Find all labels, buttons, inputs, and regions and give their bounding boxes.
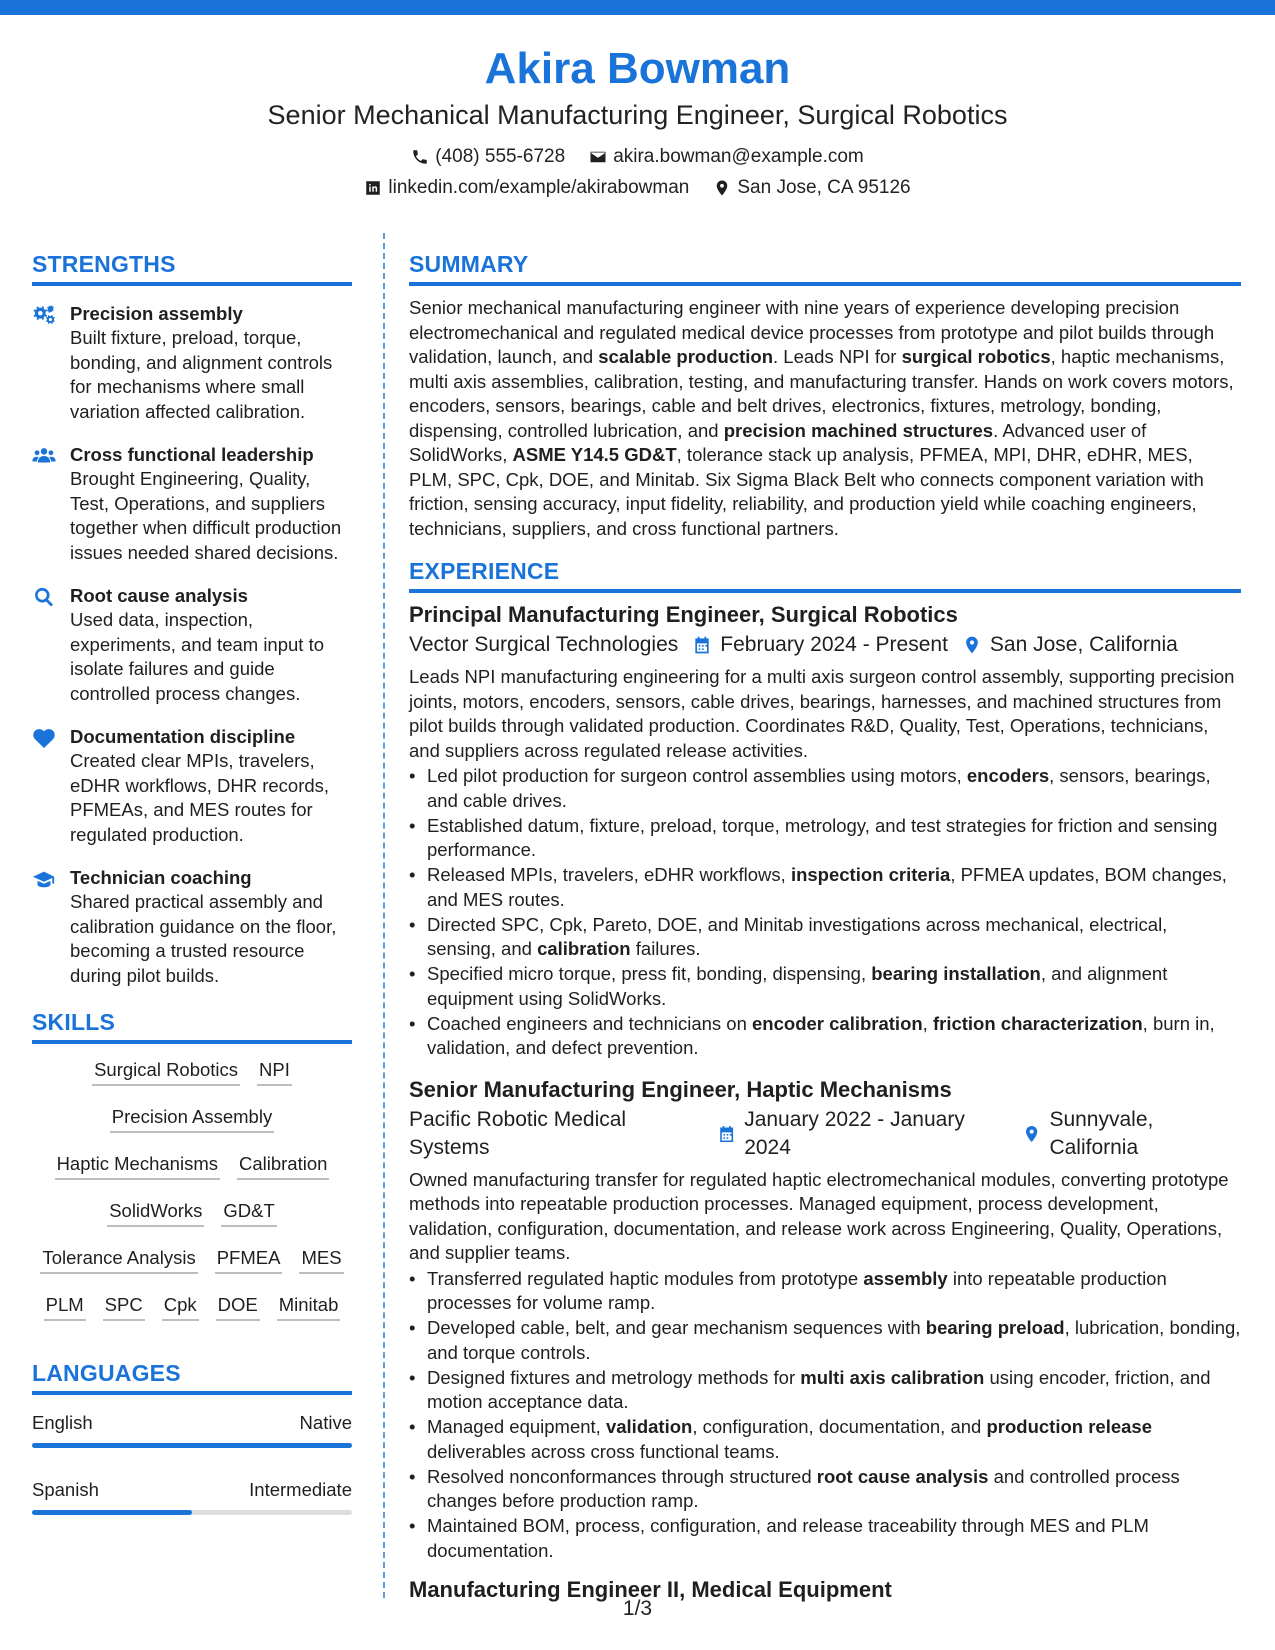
- text-run: , tolerance stack up analysis, PFMEA, MPI, DHR, eDHR, MES, PLM, SPC, Cpk, DOE, and Minitab. Six Sigma Black Belt who connects component variation with friction, sensing accuracy, input fidelity, reliability, and production yield while coaching engineers, technicians, suppliers, and cross functional partners.: [409, 444, 1204, 539]
- text-run: Developed cable, belt, and gear mechanism sequences with: [427, 1317, 926, 1338]
- job-location: Sunnyvale, California: [1049, 1107, 1154, 1159]
- language-level: Intermediate: [249, 1479, 352, 1500]
- text-run: , haptic mechanisms, multi axis assemblies, calibration, testing, and manufacturing transfer. Hands on work covers motors, encoders, sensors, bearings, cable and belt drives, electronics, fixtures, metrology, bonding, dispensing, controlled lubrication, and: [409, 346, 1234, 441]
- strength-desc: Used data, inspection, experiments, and team input to isolate failures and guide controlled process changes.: [70, 609, 325, 704]
- location-contact: [713, 176, 910, 200]
- language-bar: [32, 1510, 352, 1515]
- phone-contact[interactable]: [411, 145, 565, 169]
- text-run: into repeatable production processes for volume ramp.: [427, 1267, 1167, 1313]
- next-job-title: Manufacturing Engineer II, Medical Equipment: [409, 1577, 892, 1602]
- bold-phrase: encoder calibration: [752, 1012, 923, 1034]
- strength-title: Precision assembly: [70, 303, 243, 324]
- strengths-list: [32, 302, 352, 988]
- email-text: akira.bowman@example.com: [613, 146, 864, 167]
- contact-row-1: [0, 145, 1275, 169]
- job-description: Owned manufacturing transfer for regulated haptic electromechanical modules, converting prototype methods into repeatable production processes. Managed equipment, process development, validation, configuration, documentation, and release work across Engineering, Quality, Operations, and supplier teams.: [409, 1168, 1229, 1263]
- page-number: 1/3: [622, 1597, 653, 1620]
- language-name: Spanish: [32, 1479, 99, 1500]
- job-meta: [409, 1106, 1241, 1162]
- text-run: deliverables across cross functional teams.: [427, 1440, 780, 1462]
- language-bar: [32, 1443, 352, 1448]
- job-title: Senior Manufacturing Engineer, Haptic Mechanisms: [409, 1076, 952, 1102]
- bold-phrase: precision machined structures: [723, 419, 994, 441]
- strength-title: Root cause analysis: [70, 585, 248, 606]
- bullet-item: [409, 1465, 1241, 1514]
- strengths-heading: STRENGTHS: [32, 250, 352, 286]
- candidate-name: Akira Bowman: [484, 44, 791, 93]
- text-run: Senior mechanical manufacturing engineer with nine years of experience developing precision electromechanical and regulated medical device processes from prototype and pilot builds through validation, launch, and: [409, 297, 1215, 367]
- bold-phrase: bearing installation: [871, 963, 1041, 984]
- strength-desc: Shared practical assembly and calibration guidance on the floor, becoming a trusted resource during pilot builds.: [70, 891, 337, 986]
- skills-list: [32, 1058, 352, 1321]
- languages-list: [32, 1411, 352, 1515]
- skill-tag: GD&T: [221, 1199, 276, 1227]
- job-dates: January 2022 - January 2024: [744, 1107, 965, 1159]
- skill-row: [32, 1105, 352, 1133]
- text-run: Directed SPC, Cpk, Pareto, DOE, and Minitab investigations across mechanical, electrical, sensing, and: [427, 913, 1168, 959]
- bullet-item: [409, 1267, 1241, 1316]
- bold-phrase: ASME Y14.5 GD&T: [512, 444, 677, 465]
- skill-row: [32, 1152, 352, 1180]
- bullet-item: [409, 1366, 1241, 1415]
- bullet-item: [409, 913, 1241, 962]
- resume-header: [0, 40, 1275, 200]
- phone-icon: [411, 148, 429, 166]
- job-company: Pacific Robotic Medical Systems: [409, 1107, 627, 1159]
- skill-tag: Cpk: [162, 1293, 199, 1321]
- language-item: [32, 1411, 352, 1448]
- job-entry: [409, 1076, 1241, 1564]
- email-contact[interactable]: [589, 145, 864, 169]
- text-run: Resolved nonconformances through structured: [427, 1465, 817, 1487]
- experience-heading: EXPERIENCE: [409, 557, 1241, 593]
- text-run: and controlled process changes before production ramp.: [427, 1465, 1180, 1511]
- skill-tag: DOE: [216, 1293, 260, 1321]
- skill-tag: SPC: [103, 1293, 145, 1321]
- map-pin-icon: [713, 179, 731, 197]
- location-text: San Jose, CA 95126: [737, 177, 911, 198]
- strength-desc: Brought Engineering, Quality, Test, Operations, and suppliers together when difficult production issues needed shared decisions.: [70, 468, 342, 563]
- bullet-item: [409, 863, 1241, 912]
- text-run: Led pilot production for surgeon control assemblies using motors,: [427, 765, 967, 786]
- job-meta: [409, 631, 1241, 659]
- bold-phrase: calibration: [537, 938, 631, 959]
- job-location: San Jose, California: [989, 633, 1178, 656]
- gears-icon: [32, 304, 56, 326]
- language-bar-fill: [32, 1443, 352, 1448]
- phone-text: (408) 555-6728: [435, 146, 566, 167]
- envelope-icon: [589, 148, 607, 166]
- bold-phrase: surgical robotics: [901, 346, 1051, 367]
- linkedin-text: linkedin.com/example/akirabowman: [388, 177, 690, 198]
- job-title: Principal Manufacturing Engineer, Surgical Robotics: [409, 602, 958, 627]
- bold-phrase: production release: [986, 1416, 1152, 1437]
- text-run: , configuration, documentation, and: [692, 1416, 987, 1437]
- text-run: failures.: [630, 938, 701, 959]
- right-column: [409, 250, 1241, 1604]
- bold-phrase: inspection criteria: [790, 864, 951, 885]
- job-dates: February 2024 - Present: [720, 633, 948, 656]
- text-run: , lubrication, bonding, and torque controls.: [427, 1317, 1241, 1363]
- strength-desc: Built fixture, preload, torque, bonding, and alignment controls for mechanisms where small variation affected calibration.: [70, 327, 333, 422]
- text-run: Managed equipment,: [427, 1416, 606, 1437]
- text-run: Transferred regulated haptic modules from prototype: [427, 1267, 864, 1289]
- language-bar-fill: [32, 1510, 192, 1515]
- candidate-title: Senior Mechanical Manufacturing Engineer, Surgical Robotics: [267, 100, 1008, 130]
- summary-heading: SUMMARY: [409, 250, 1241, 286]
- text-run: Established datum, fixture, preload, torque, metrology, and test strategies for friction and sensing performance.: [427, 814, 1218, 860]
- job-bullets: [409, 1267, 1241, 1564]
- text-run: , and alignment equipment using SolidWorks.: [427, 963, 1168, 1009]
- bold-phrase: root cause analysis: [816, 1465, 989, 1487]
- bold-phrase: validation: [605, 1416, 693, 1437]
- bold-phrase: multi axis calibration: [800, 1366, 985, 1388]
- skill-tag: PFMEA: [215, 1246, 283, 1274]
- language-level: Native: [299, 1412, 352, 1433]
- column-divider: [383, 233, 385, 1598]
- job-company: Vector Surgical Technologies: [409, 633, 679, 656]
- heart-icon: [32, 727, 56, 749]
- strength-title: Documentation discipline: [70, 726, 296, 747]
- text-run: ,: [922, 1012, 933, 1034]
- skill-tag: NPI: [257, 1058, 292, 1086]
- text-run: , PFMEA updates, BOM changes, and MES routes.: [427, 864, 1227, 910]
- strength-title: Technician coaching: [70, 867, 252, 888]
- language-item: [32, 1478, 352, 1515]
- skill-tag: Calibration: [237, 1152, 329, 1180]
- bold-phrase: bearing preload: [925, 1317, 1065, 1338]
- text-run: Designed fixtures and metrology methods for: [427, 1366, 801, 1388]
- map-pin-icon: [1022, 1124, 1041, 1144]
- graduation-cap-icon: [32, 868, 56, 890]
- skill-tag: Minitab: [277, 1293, 341, 1321]
- text-run: using encoder, friction, and motion acceptance data.: [427, 1366, 1211, 1412]
- skill-row: [32, 1293, 352, 1321]
- contact-row-2: [0, 176, 1275, 200]
- bullet-item: [409, 962, 1241, 1011]
- search-icon: [32, 586, 56, 608]
- text-run: Specified micro torque, press fit, bonding, dispensing,: [427, 963, 872, 984]
- users-icon: [32, 445, 56, 467]
- languages-heading: LANGUAGES: [32, 1359, 352, 1395]
- summary-text: [409, 296, 1241, 541]
- strength-item: [32, 584, 352, 706]
- bullet-item: [409, 1514, 1241, 1563]
- strength-title: Cross functional leadership: [70, 444, 314, 465]
- skill-tag: MES: [299, 1246, 343, 1274]
- text-run: Maintained BOM, process, configuration, and release traceability through MES and PLM documentation.: [427, 1515, 1149, 1561]
- skill-row: [32, 1058, 352, 1086]
- skill-tag: PLM: [44, 1293, 86, 1321]
- bullet-item: [409, 764, 1241, 813]
- skill-tag: Haptic Mechanisms: [55, 1152, 220, 1180]
- bullet-item: [409, 1012, 1241, 1061]
- skills-heading: SKILLS: [32, 1008, 352, 1044]
- calendar-icon: [717, 1124, 736, 1144]
- skill-tag: Surgical Robotics: [92, 1058, 240, 1086]
- left-column: [32, 250, 352, 1515]
- bullet-item: [409, 814, 1241, 863]
- linkedin-icon: [364, 179, 382, 197]
- bullet-item: [409, 1316, 1241, 1365]
- text-run: . Leads NPI for: [773, 346, 902, 367]
- language-name: English: [32, 1412, 93, 1433]
- linkedin-contact[interactable]: [364, 176, 689, 200]
- strength-item: [32, 725, 352, 847]
- strength-desc: Created clear MPIs, travelers, eDHR workflows, DHR records, PFMEAs, and MES routes for regulated production.: [70, 750, 330, 845]
- skill-row: [32, 1199, 352, 1227]
- text-run: , sensors, bearings, and cable drives.: [427, 765, 1211, 811]
- bold-phrase: scalable production: [598, 346, 774, 367]
- strength-item: [32, 866, 352, 988]
- skill-tag: Precision Assembly: [110, 1105, 274, 1133]
- text-run: . Advanced user of SolidWorks,: [409, 419, 1147, 465]
- skill-tag: Tolerance Analysis: [40, 1246, 197, 1274]
- skill-tag: SolidWorks: [107, 1199, 204, 1227]
- bold-phrase: encoders: [966, 765, 1050, 786]
- bold-phrase: friction characterization: [932, 1012, 1143, 1034]
- job-bullets: [409, 764, 1241, 1061]
- text-run: , burn in, validation, and defect prevention.: [427, 1012, 1215, 1058]
- text-run: Released MPIs, travelers, eDHR workflows,: [427, 864, 791, 885]
- job-description: Leads NPI manufacturing engineering for a multi axis surgeon control assembly, supporting precision joints, motors, encoders, sensors, cable drives, bearings, harnesses, and machined structures from pilot builds through validated production. Coordinates R&D, Quality, Test, Operations, technicians, and suppliers across regulated release activities.: [409, 666, 1235, 761]
- job-entry: [409, 601, 1241, 1061]
- calendar-icon: [692, 635, 712, 655]
- text-run: Coached engineers and technicians on: [427, 1012, 753, 1034]
- top-accent-bar: [0, 0, 1275, 15]
- strength-item: [32, 443, 352, 565]
- skill-row: [32, 1246, 352, 1274]
- map-pin-icon: [962, 635, 982, 655]
- bullet-item: [409, 1415, 1241, 1464]
- strength-item: [32, 302, 352, 424]
- bold-phrase: assembly: [863, 1267, 948, 1289]
